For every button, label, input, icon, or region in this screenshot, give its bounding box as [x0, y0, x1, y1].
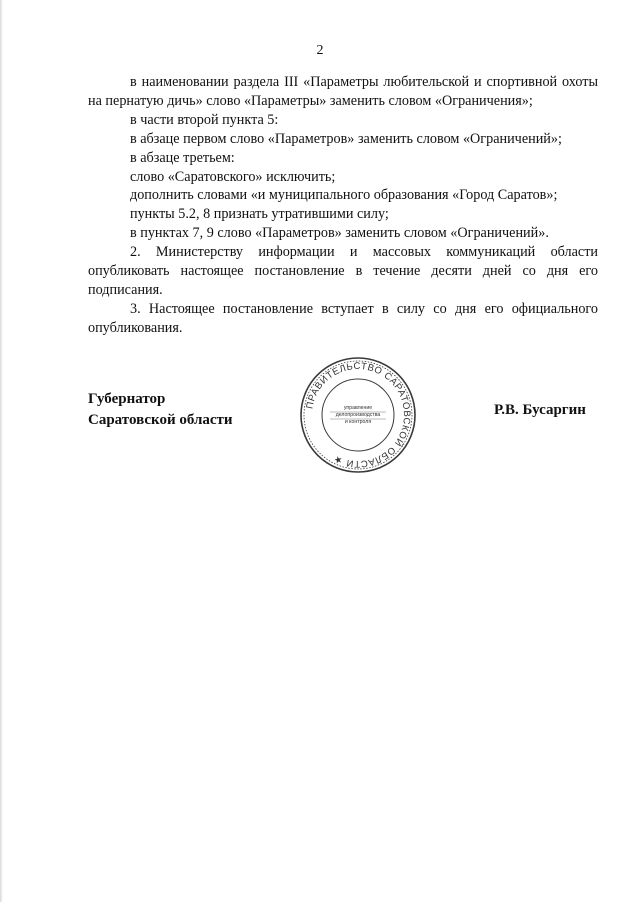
official-seal-stamp	[298, 355, 418, 475]
paragraph-points-7-9: в пунктах 7, 9 слово «Параметров» заменить словом «Ограничений».	[130, 225, 549, 242]
paragraph-invalidate-points: пункты 5.2, 8 признать утратившими силу;	[130, 206, 389, 223]
seal-center-line3: и контроля	[344, 419, 372, 425]
signatory-title	[88, 389, 233, 431]
paragraph-first-abzac: в абзаце первом слово «Параметров» заменить словом «Ограничений»;	[130, 130, 562, 147]
seal-center-line1: управление	[343, 405, 373, 411]
paragraph-exclude-word: слово «Саратовского» исключить;	[130, 168, 336, 185]
seal-center-line2: делопроизводства	[335, 412, 381, 418]
document-body	[88, 73, 598, 338]
signatory-name: Р.В. Бусаргин	[494, 402, 586, 418]
seal-ring-text: ПРАВИТЕЛЬСТВО САРАТОВСКОЙ ОБЛАСТИ ★	[304, 360, 413, 470]
paragraph-section-title-change: в наименовании раздела III «Параметры любительской и спортивной охоты на пернатую дичь» слово «Параметры» заменить словом «Ограничения»;	[88, 74, 598, 109]
paragraph-part-two: в части второй пункта 5:	[130, 111, 279, 128]
paragraph-add-words: дополнить словами «и муниципального образования «Город Саратов»;	[130, 187, 558, 204]
paragraph-third-abzac: в абзаце третьем:	[130, 149, 235, 166]
signatory-title-line2: Саратовской области	[88, 412, 233, 428]
scan-edge-shadow	[0, 0, 3, 902]
paragraph-ministry-publish: 2. Министерству информации и массовых коммуникаций области опубликовать настоящее постановление в течение десяти дней со дня его подписания.	[88, 244, 598, 298]
page-number: 2	[316, 43, 324, 58]
paragraph-effective-date: 3. Настоящее постановление вступает в силу со дня его официального опубликования.	[88, 300, 598, 336]
signatory-title-line1: Губернатор	[88, 391, 166, 407]
